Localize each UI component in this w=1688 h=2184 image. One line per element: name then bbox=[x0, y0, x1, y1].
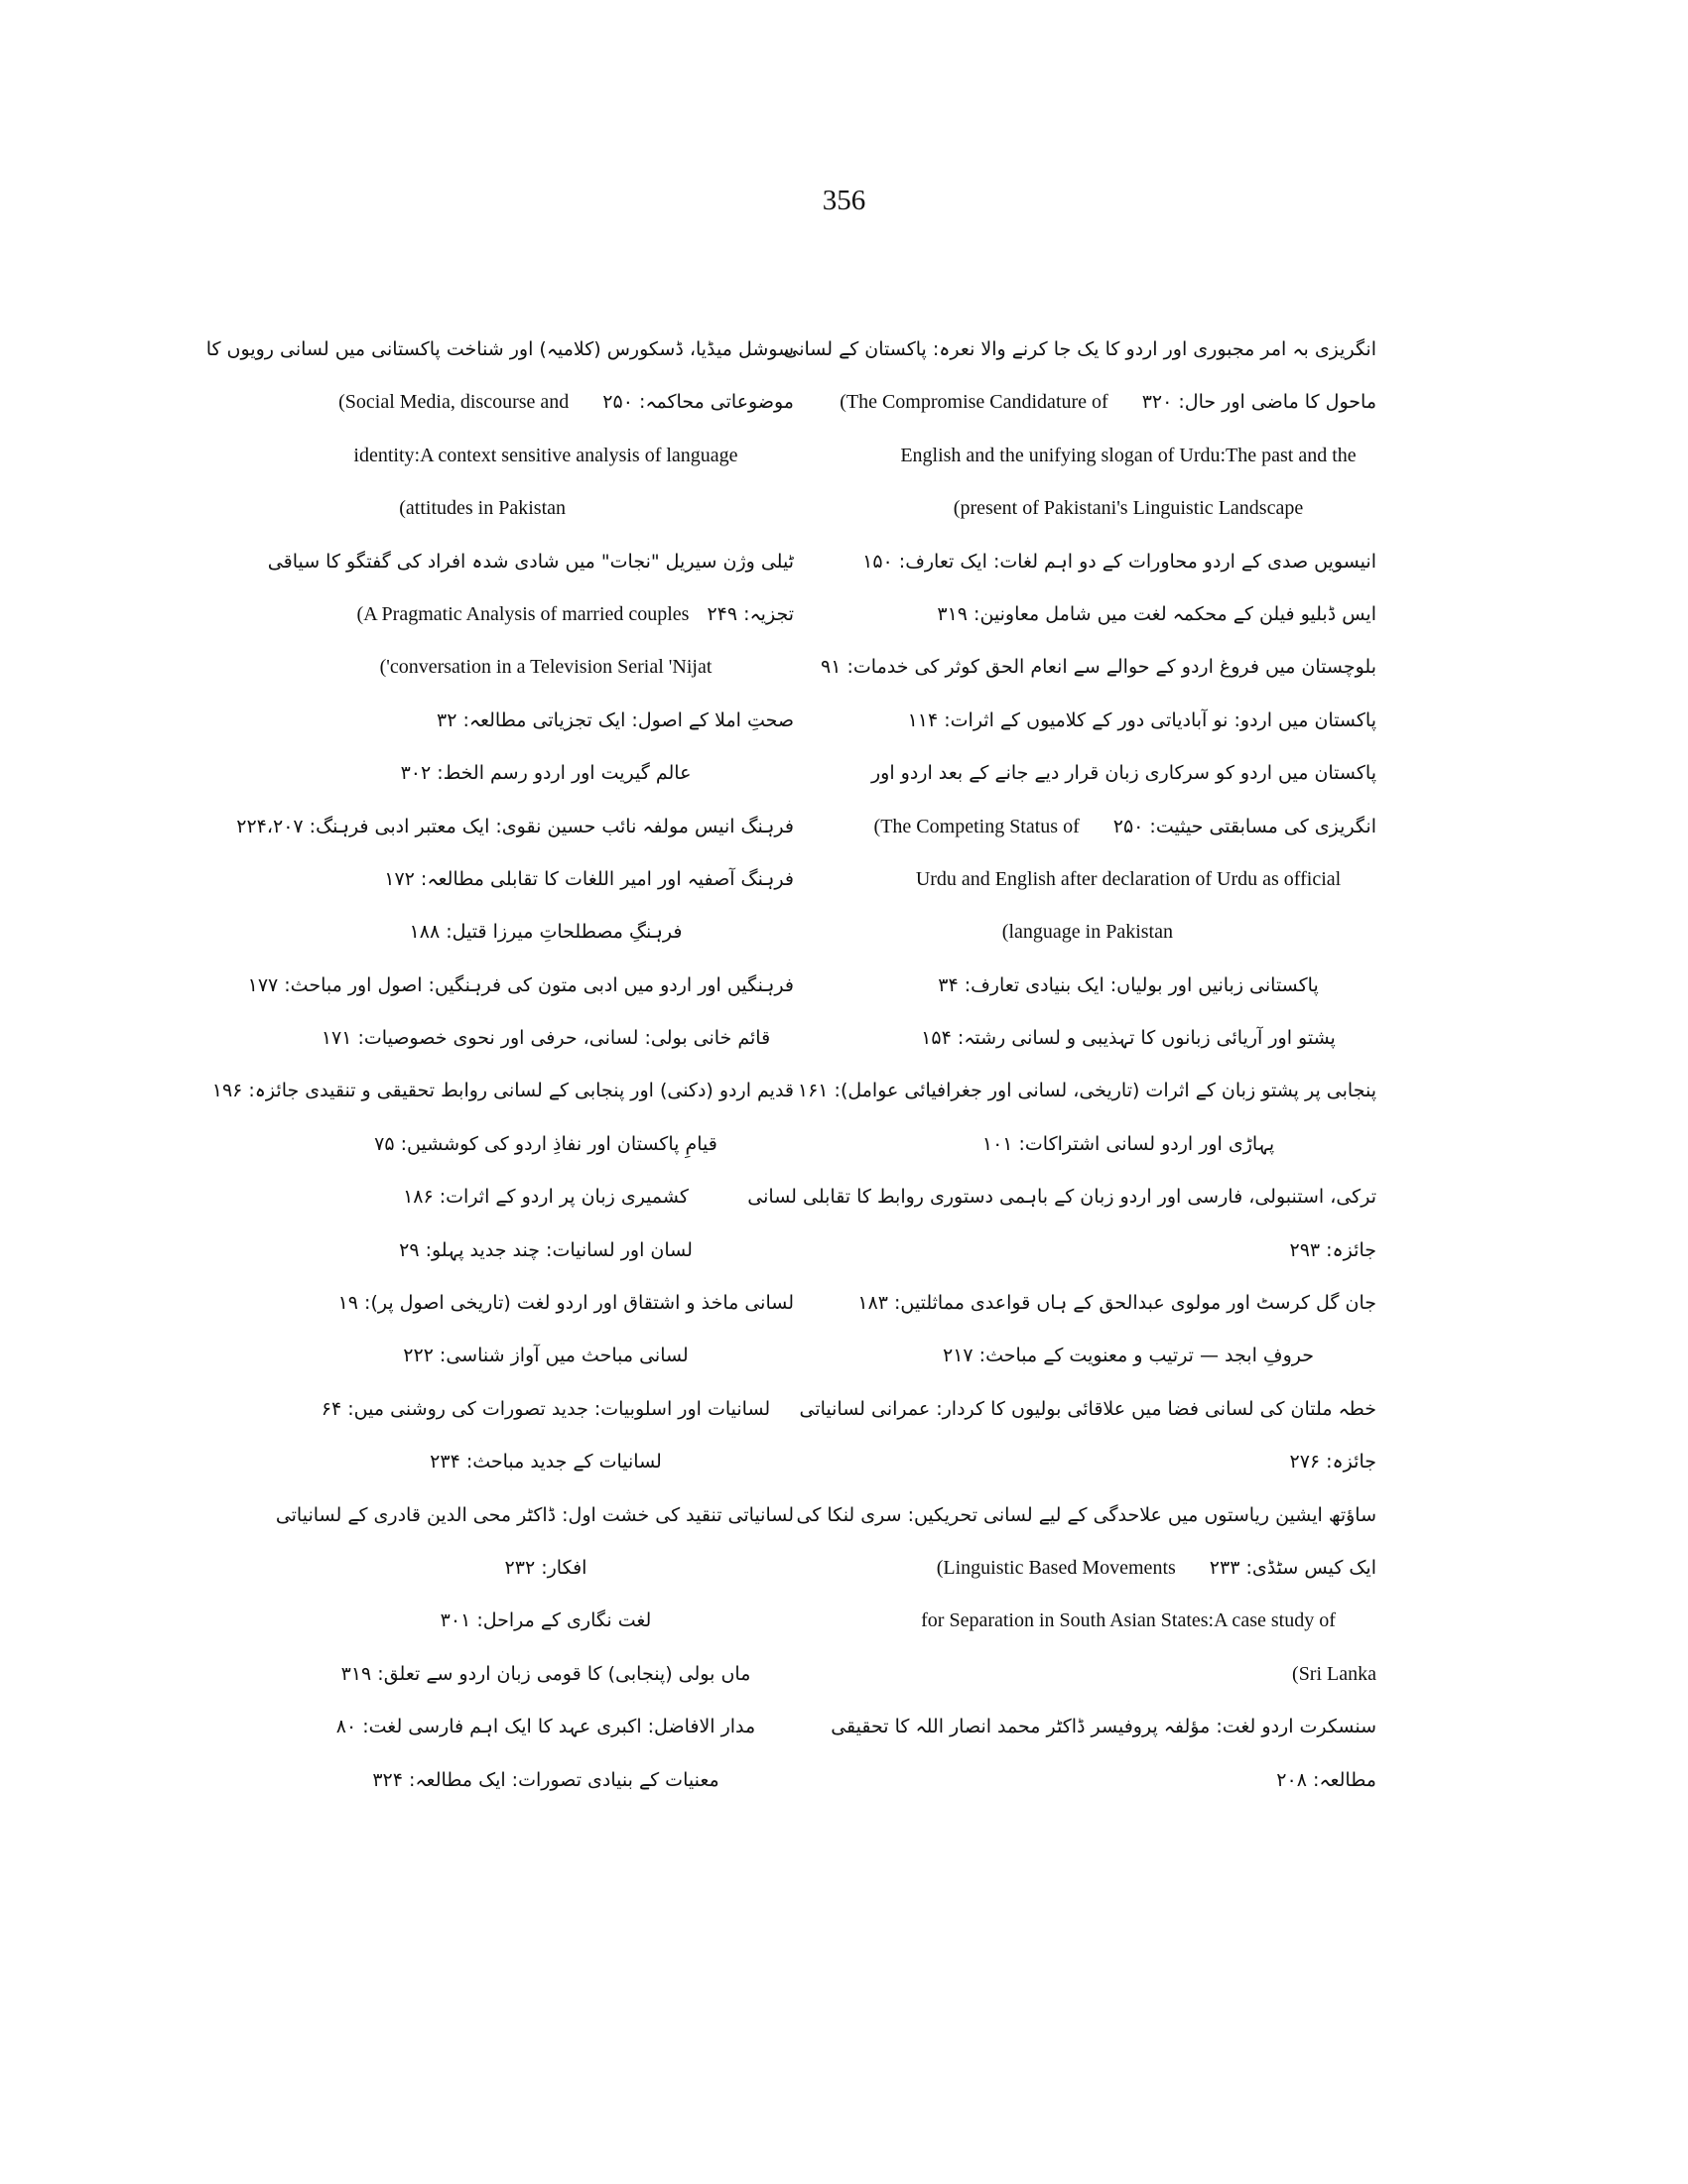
english-title: (A Pragmatic Analysis of married couples bbox=[356, 602, 690, 625]
index-entry-continuation: افکار: ۲۳۲ bbox=[504, 1556, 587, 1579]
english-title: (Linguistic Based Movements bbox=[936, 1556, 1176, 1579]
entry-text: تجزیہ: ۲۴۹ bbox=[707, 602, 794, 625]
english-title: language in Pakistan) bbox=[1001, 921, 1173, 944]
english-title: present of Pakistani's Linguistic Landscape) bbox=[953, 497, 1304, 520]
index-entry: پشتو اور آریائی زبانوں کا تہذیبی و لسانی رشتہ: ۱۵۴ bbox=[921, 1027, 1336, 1050]
english-title: Sri Lanka) bbox=[1292, 1662, 1376, 1685]
page-number: 356 bbox=[822, 185, 866, 216]
index-entry: عالم گیریت اور اردو رسم الخط: ۳۰۲ bbox=[400, 762, 692, 785]
index-entry: سنسکرت اردو لغت: مؤلفہ پروفیسر ڈاکٹر محمد انصار اللہ کا تحقیقی bbox=[831, 1716, 1376, 1738]
entry-text: موضوعاتی محاکمہ: ۲۵۰ bbox=[602, 391, 794, 414]
index-entry: قیامِ پاکستان اور نفاذِ اردو کی کوششیں: ۷۵ bbox=[374, 1132, 717, 1155]
index-entry-continuation bbox=[873, 801, 1376, 853]
index-entry: قائم خانی بولی: لسانی، حرفی اور نحوی خصوصیات: ۱۷۱ bbox=[321, 1027, 771, 1050]
index-entry: پہاڑی اور اردو لسانی اشتراکات: ۱۰۱ bbox=[981, 1132, 1275, 1155]
english-title: for Separation in South Asian States:A case study of bbox=[921, 1609, 1336, 1632]
index-entry: پاکستان میں اردو: نو آبادیاتی دور کے کلامیوں کے اثرات: ۱۱۴ bbox=[907, 708, 1376, 731]
index-entry-continuation bbox=[880, 1542, 1376, 1595]
entry-text: ماحول کا ماضی اور حال: ۳۲۰ bbox=[1141, 391, 1376, 414]
index-entry: خطہ ملتان کی لسانی فضا میں علاقائی بولیوں کا کردار: عمرانی لسانیاتی bbox=[799, 1397, 1376, 1420]
index-entry: فرہنگیں اور اردو میں ادبی متون کی فرہنگیں: اصول اور مباحث: ۱۷۷ bbox=[247, 973, 794, 996]
index-entry: فرہنگ انیس مولفہ نائب حسین نقوی: ایک معتبر ادبی فرہنگ: ۲۲۴،۲۰۷ bbox=[236, 815, 794, 837]
index-entry: معنیات کے بنیادی تصورات: ایک مطالعہ: ۳۲۴ bbox=[372, 1768, 719, 1791]
english-title: Urdu and English after declaration of Urdu as official bbox=[915, 867, 1342, 890]
index-entry: صحتِ املا کے اصول: ایک تجزیاتی مطالعہ: ۳۲ bbox=[436, 708, 794, 731]
index-entry: انیسویں صدی کے اردو محاورات کے دو اہم لغات: ایک تعارف: ۱۵۰ bbox=[862, 550, 1376, 573]
entry-text: انگریزی کی مسابقتی حیثیت: ۲۵۰ bbox=[1112, 815, 1376, 837]
index-entry: فرہنگِ مصطلحاتِ میرزا قتیل: ۱۸۸ bbox=[409, 921, 683, 944]
index-entry: ماں بولی (پنجابی) کا قومی زبان اردو سے تعلق: ۳۱۹ bbox=[340, 1662, 751, 1685]
english-title: conversation in a Television Serial 'Nijat') bbox=[379, 656, 713, 679]
index-entry: جان گل کرسٹ اور مولوی عبدالحق کے ہاں قواعدی مماثلتیں: ۱۸۳ bbox=[857, 1292, 1376, 1315]
index-entry-continuation: جائزہ: ۲۷۶ bbox=[1289, 1451, 1376, 1474]
english-title: (The Compromise Candidature of bbox=[840, 391, 1108, 414]
index-entry: لسانیات کے جدید مباحث: ۲۳۴ bbox=[430, 1451, 662, 1474]
index-entry: ٹیلی وژن سیریل "نجات" میں شادی شدہ افراد کی گفتگو کا سیاقی bbox=[267, 550, 794, 573]
english-title: (Social Media, discourse and bbox=[338, 391, 570, 414]
index-entry: لسانیاتی تنقید کی خشت اول: ڈاکٹر محی الدین قادری کے لسانیاتی bbox=[275, 1503, 794, 1526]
index-entry: قدیم اردو (دکنی) اور پنجابی کے لسانی روابط تحقیقی و تنقیدی جائزہ: ۱۹۶ bbox=[211, 1080, 794, 1102]
index-entry-continuation bbox=[840, 376, 1376, 429]
index-entry: سوشل میڈیا، ڈسکورس (کلامیہ) اور شناخت پاکستانی میں لسانی رویوں کا bbox=[205, 338, 794, 360]
english-title: English and the unifying slogan of Urdu:The past and the bbox=[900, 444, 1357, 466]
index-entry-continuation bbox=[298, 588, 794, 641]
index-column-left bbox=[205, 323, 794, 1807]
index-entry: ترکی، استنبولی، فارسی اور اردو زبان کے باہمی دستوری روابط کا تقابلی لسانی bbox=[747, 1186, 1376, 1209]
index-entry: پاکستان میں اردو کو سرکاری زبان قرار دیے جانے کے بعد اردو اور bbox=[870, 762, 1376, 785]
index-entry-continuation bbox=[298, 376, 794, 429]
index-entry: لسانیات اور اسلوبیات: جدید تصورات کی روشنی میں: ۶۴ bbox=[321, 1397, 771, 1420]
english-title: identity:A context sensitive analysis of language bbox=[353, 444, 738, 466]
index-entry: انگریزی بہ امر مجبوری اور اردو کا یک جا کرنے والا نعرہ: پاکستان کے لسانی bbox=[783, 338, 1376, 360]
index-entry: پنجابی پر پشتو زبان کے اثرات (تاریخی، لسانی اور جغرافیائی عوامل): ۱۶۱ bbox=[797, 1080, 1376, 1102]
entry-text: ایک کیس سٹڈی: ۲۳۳ bbox=[1209, 1556, 1376, 1579]
index-entry: بلوچستان میں فروغ اردو کے حوالے سے انعام الحق کوثر کی خدمات: ۹۱ bbox=[821, 656, 1376, 679]
index-entry: لسان اور لسانیات: چند جدید پہلو: ۲۹ bbox=[399, 1238, 693, 1261]
index-entry: فرہنگ آصفیہ اور امیر اللغات کا تقابلی مطالعہ: ۱۷۲ bbox=[384, 867, 794, 890]
index-entry: ایس ڈبلیو فیلن کے محکمہ لغت میں شامل معاونین: ۳۱۹ bbox=[937, 602, 1376, 625]
index-entry: لغت نگاری کے مراحل: ۳۰۱ bbox=[440, 1609, 652, 1632]
index-entry: لسانی مباحث میں آواز شناسی: ۲۲۲ bbox=[403, 1345, 689, 1367]
index-entry: کشمیری زبان پر اردو کے اثرات: ۱۸۶ bbox=[403, 1186, 689, 1209]
english-title: (The Competing Status of bbox=[873, 815, 1080, 837]
index-entry: پاکستانی زبانیں اور بولیاں: ایک بنیادی تعارف: ۳۴ bbox=[938, 973, 1319, 996]
index-entry: لسانی ماخذ و اشتقاق اور اردو لغت (تاریخی اصول پر): ۱۹ bbox=[337, 1292, 794, 1315]
english-title: attitudes in Pakistan) bbox=[399, 497, 566, 520]
index-entry: حروفِ ابجد — ترتیب و معنویت کے مباحث: ۲۱۷ bbox=[943, 1345, 1314, 1367]
index-entry-continuation: مطالعہ: ۲۰۸ bbox=[1276, 1768, 1376, 1791]
index-entry: مدار الافاضل: اکبری عہد کا ایک اہم فارسی لغت: ۸۰ bbox=[335, 1716, 756, 1738]
index-entry: ساؤتھ ایشین ریاستوں میں علاحدگی کے لیے لسانی تحریکیں: سری لنکا کی bbox=[796, 1503, 1376, 1526]
index-entry-continuation: جائزہ: ۲۹۳ bbox=[1289, 1238, 1376, 1261]
